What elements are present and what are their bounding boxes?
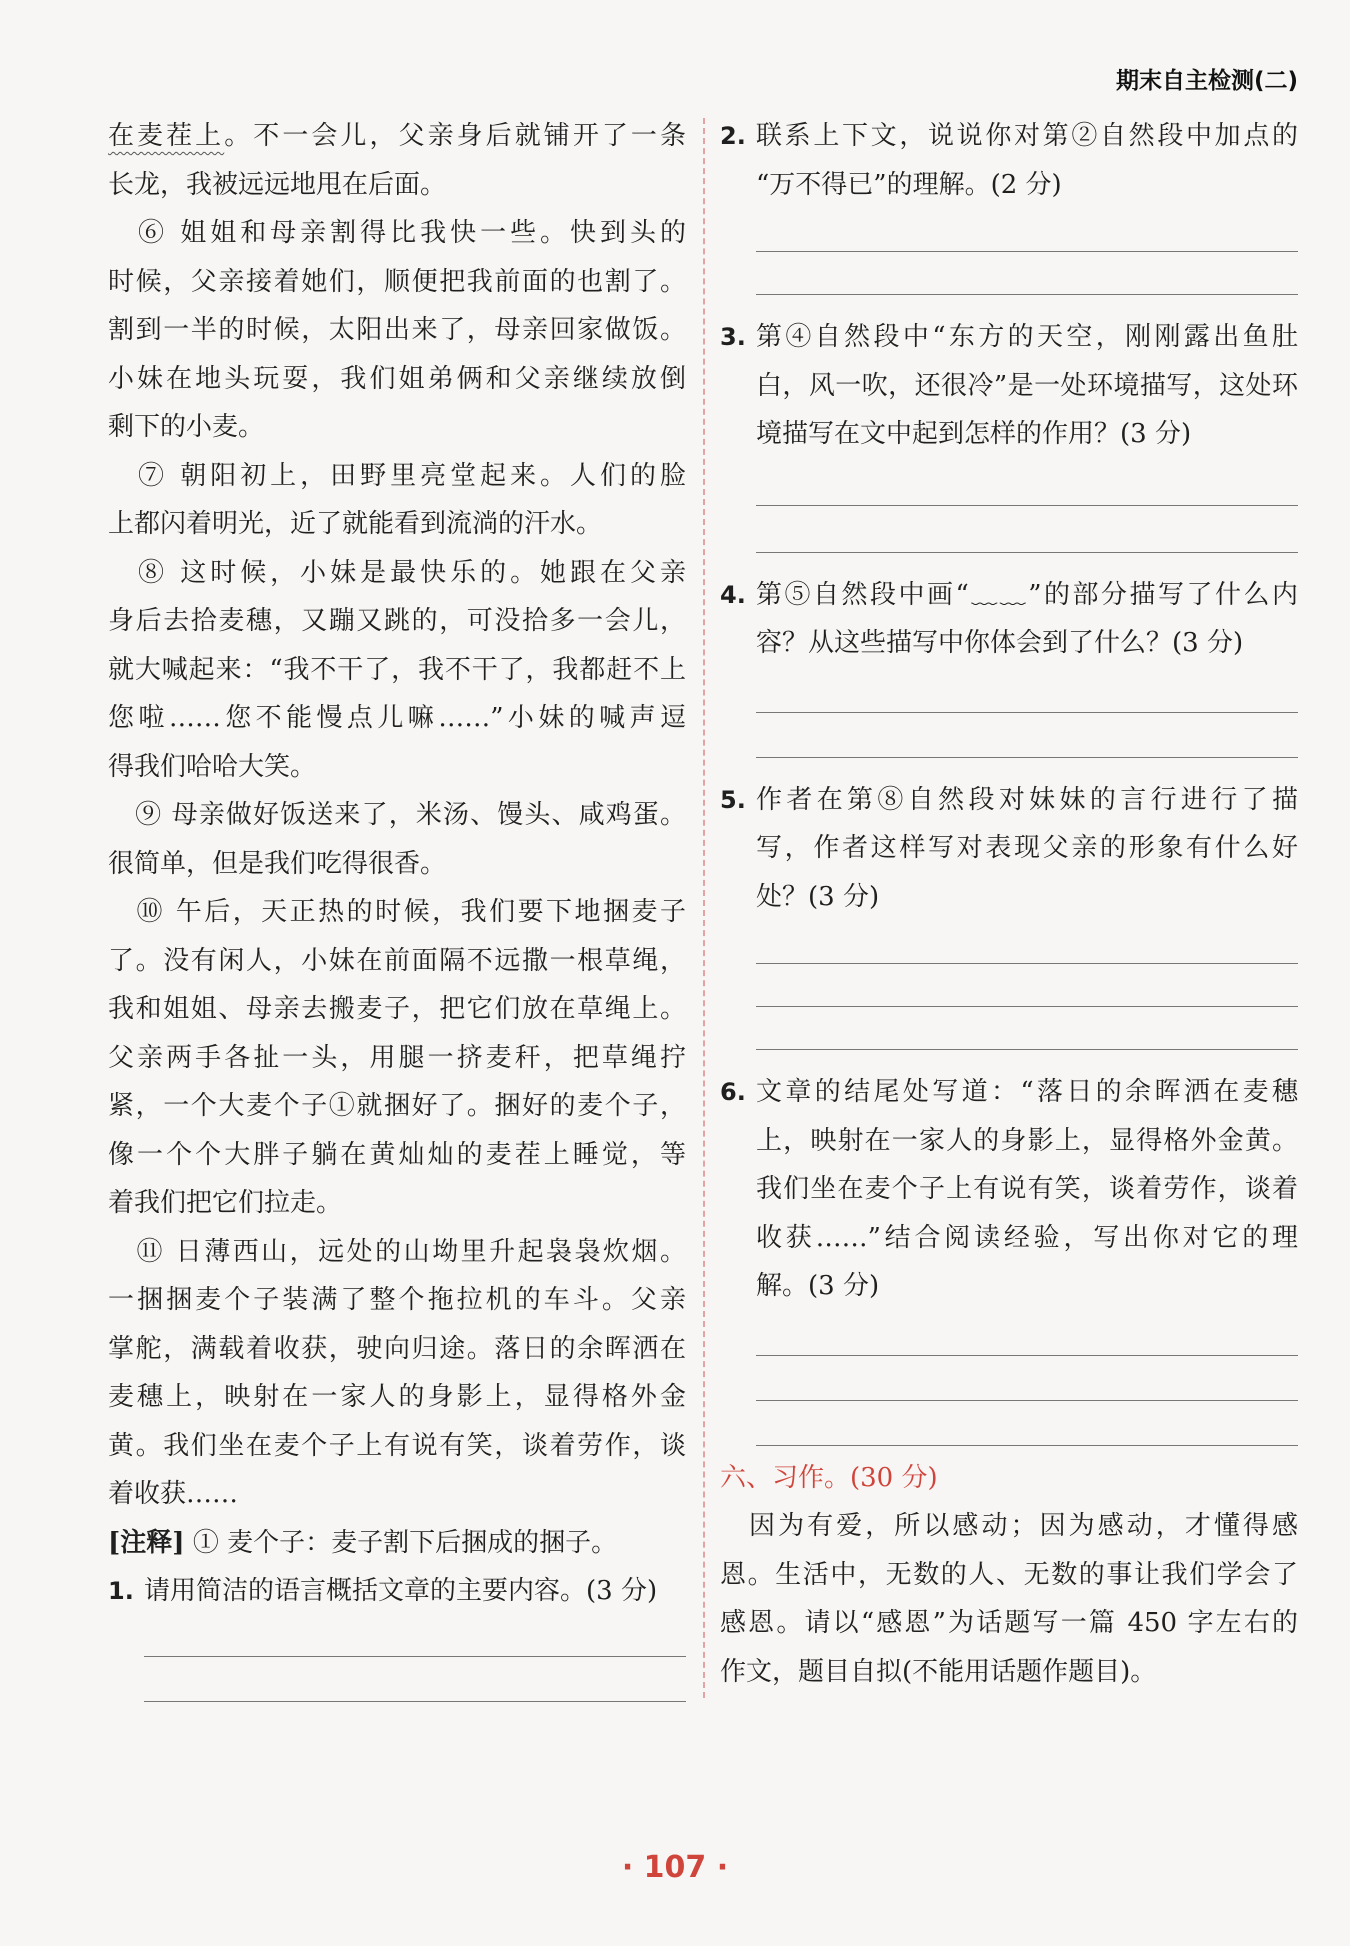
passage-text: 得我们哈哈大笑。: [108, 751, 317, 782]
question-text: 白，风一吹，还很冷”是一处环境描写，这处环: [756, 370, 1298, 401]
section-6-prompt: [720, 1502, 1298, 1696]
answer-blank-line[interactable]: [756, 757, 1298, 758]
question-text: 收获……”结合阅读经验，写出你对它的理: [756, 1222, 1298, 1253]
passage-text: 您啦……您不能慢点儿嘛……”小妹的喊声逗: [108, 703, 686, 733]
question-2: [720, 112, 1298, 295]
question-text: 境描写在文中起到怎样的作用？(3 分): [756, 419, 1192, 449]
passage-text: ⑪ 日薄西山，远处的山坳里升起袅袅炊烟。: [108, 1236, 686, 1267]
answer-blank-line[interactable]: [756, 1006, 1298, 1007]
passage-line: [108, 1179, 686, 1228]
passage-text: 一捆捆麦个子装满了整个拖拉机的车斗。父亲: [108, 1285, 686, 1315]
passage-line: [108, 597, 686, 646]
passage-line: [108, 1228, 686, 1277]
passage-text: ⑨ 母亲做好饭送来了，米汤、馒头、咸鸡蛋。: [108, 800, 686, 830]
question-text: 解。(3 分): [756, 1271, 880, 1301]
passage-text: 小妹在地头玩耍，我们姐弟俩和父亲继续放倒: [108, 363, 686, 394]
passage-text: 掌舵，满载着收获，驶向归途。落日的余晖洒在: [108, 1333, 686, 1364]
page-header-title: 期末自主检测(二): [1115, 68, 1298, 94]
passage-line: [108, 1276, 686, 1325]
passage-line: [108, 306, 686, 355]
passage-line: [108, 743, 686, 792]
passage-text: 父亲两手各扯一头，用腿一挤麦秆，把草绳拧: [108, 1042, 686, 1073]
column-divider: [703, 118, 705, 1698]
passage-text: ⑩ 午后，天正热的时候，我们要下地捆麦子: [108, 897, 686, 927]
question-text: 第⑤自然段中画“﹏﹏”的部分描写了什么内: [756, 579, 1298, 610]
passage-line: [108, 403, 686, 452]
passage-text: 我和姐姐、母亲去搬麦子，把它们放在草绳上。: [108, 994, 686, 1024]
answer-blank-line[interactable]: [756, 251, 1298, 252]
passage-text: 割到一半的时候，太阳出来了，母亲回家做饭。: [108, 315, 686, 345]
passage-text: 麦穗上，映射在一家人的身影上，显得格外金: [108, 1382, 686, 1412]
passage-text: 时候，父亲接着她们，顺便把我前面的也割了。: [108, 266, 686, 297]
question-number: 1.: [108, 1577, 134, 1605]
passage-line: [108, 112, 686, 161]
passage-line: [108, 452, 686, 501]
composition-prompt-line: 恩。生活中，无数的人、无数的事让我们学会了: [720, 1559, 1298, 1590]
question-text: 容？从这些描写中你体会到了什么？(3 分): [756, 628, 1244, 658]
section-6-heading: 六、习作。(30 分): [720, 1462, 938, 1493]
passage-line: [108, 937, 686, 986]
passage-note: [108, 1519, 686, 1568]
question-number: 2.: [720, 122, 746, 150]
question-number: 4.: [720, 580, 746, 609]
note-text: ① 麦个子：麦子割下后捆成的捆子。: [192, 1527, 618, 1558]
passage-line: [108, 258, 686, 307]
question-3: [720, 313, 1298, 553]
right-column: [720, 112, 1298, 1696]
passage-line: [108, 549, 686, 598]
passage-text: 剩下的小麦。: [108, 412, 265, 442]
answer-blank-line[interactable]: [756, 552, 1298, 553]
passage-text: 很简单，但是我们吃得很香。: [108, 848, 447, 879]
passage-text: ⑧ 这时候，小妹是最快乐的。她跟在父亲: [108, 557, 686, 588]
answer-blank-line[interactable]: [756, 963, 1298, 964]
passage-line: [108, 985, 686, 1034]
passage-line: [108, 209, 686, 258]
left-column: [108, 112, 686, 1702]
passage-line: [108, 646, 686, 695]
passage-line: [108, 1131, 686, 1180]
question-4: [720, 571, 1298, 758]
passage-line: [108, 888, 686, 937]
passage-line: [108, 355, 686, 404]
question-number: 5.: [720, 785, 746, 814]
question-text: 作者在第⑧自然段对妹妹的言行进行了描: [756, 784, 1298, 815]
question-text: 第④自然段中“东方的天空，刚刚露出鱼肚: [756, 322, 1298, 352]
question-text: 写，作者这样写对表现父亲的形象有什么好: [756, 833, 1298, 863]
answer-blank-line[interactable]: [144, 1656, 686, 1657]
answer-blank-line[interactable]: [756, 1400, 1298, 1401]
question-text: 我们坐在麦个子上有说有笑，谈着劳作，谈着: [756, 1174, 1298, 1204]
question-text: 文章的结尾处写道：“落日的余晖洒在麦穗: [756, 1077, 1298, 1107]
note-label: [注释]: [108, 1527, 185, 1558]
passage-text: 长龙，我被远远地甩在后面。: [108, 169, 447, 200]
answer-blank-line[interactable]: [756, 505, 1298, 506]
passage-line: [108, 1470, 686, 1519]
passage-line: [108, 694, 686, 743]
passage-text: ⑦ 朝阳初上，田野里亮堂起来。人们的脸: [108, 460, 686, 491]
passage-text: 上都闪着明光，近了就能看到流淌的汗水。: [108, 509, 603, 539]
passage-line: [108, 840, 686, 889]
question-number: 6.: [720, 1078, 746, 1106]
answer-blank-line[interactable]: [756, 1049, 1298, 1050]
passage-text: 紧，一个大麦个子①就捆好了。捆好的麦个子，: [108, 1091, 686, 1121]
passage-text: 了。没有闲人，小妹在前面隔不远撒一根草绳，: [108, 945, 686, 976]
question-text: 上，映射在一家人的身影上，显得格外金黄。: [756, 1125, 1298, 1156]
composition-prompt-line: 因为有爱，所以感动；因为感动，才懂得感: [720, 1511, 1298, 1541]
answer-blank-line[interactable]: [144, 1701, 686, 1702]
question-text: “万不得已”的理解。(2 分): [756, 169, 1062, 200]
question-1: [108, 1567, 686, 1702]
passage-line: [108, 1082, 686, 1131]
question-6: [720, 1068, 1298, 1446]
page-number: · 107 ·: [621, 1850, 729, 1885]
passage-text: 黄。我们坐在麦个子上有说有笑，谈着劳作，谈: [108, 1430, 686, 1461]
passage-line: [108, 1325, 686, 1374]
passage-line: [108, 1373, 686, 1422]
passage-text: 像一个个大胖子躺在黄灿灿的麦茬上睡觉，等: [108, 1139, 686, 1170]
answer-blank-line[interactable]: [756, 712, 1298, 713]
question-number: 3.: [720, 323, 746, 351]
question-list-left: [108, 1567, 686, 1702]
passage-text: 着收获……: [108, 1479, 239, 1509]
question-text: 处？(3 分): [756, 881, 880, 912]
passage-line: [108, 791, 686, 840]
passage-line: [108, 500, 686, 549]
composition-prompt-line: 感恩。请以“感恩”为话题写一篇 450 字左右的: [720, 1608, 1298, 1638]
question-5: [720, 776, 1298, 1051]
passage-line: [108, 1422, 686, 1471]
passage-text: 着我们把它们拉走。: [108, 1188, 343, 1218]
question-text: 请用简洁的语言概括文章的主要内容。(3 分): [144, 1576, 658, 1606]
answer-blank-line[interactable]: [756, 294, 1298, 295]
composition-prompt-line: 作文，题目自拟(不能用话题作题目)。: [720, 1656, 1157, 1687]
passage-text: 。不一会儿，父亲身后就铺开了一条: [224, 121, 686, 151]
wavy-underlined-text: 在麦茬上: [108, 121, 225, 151]
passage-text: 身后去拾麦穗，又蹦又跳的，可没拾多一会儿，: [108, 606, 686, 636]
passage-line: [108, 161, 686, 210]
passage-text: 就大喊起来：“我不干了，我不干了，我都赶不上: [108, 654, 686, 685]
passage-text: ⑥ 姐姐和母亲割得比我快一些。快到头的: [108, 218, 686, 248]
answer-blank-line[interactable]: [756, 1355, 1298, 1356]
question-list-right: [720, 112, 1298, 1454]
reading-passage: [108, 112, 686, 1519]
question-text: 联系上下文，说说你对第②自然段中加点的: [756, 121, 1298, 151]
answer-blank-line[interactable]: [756, 1445, 1298, 1446]
passage-line: [108, 1034, 686, 1083]
